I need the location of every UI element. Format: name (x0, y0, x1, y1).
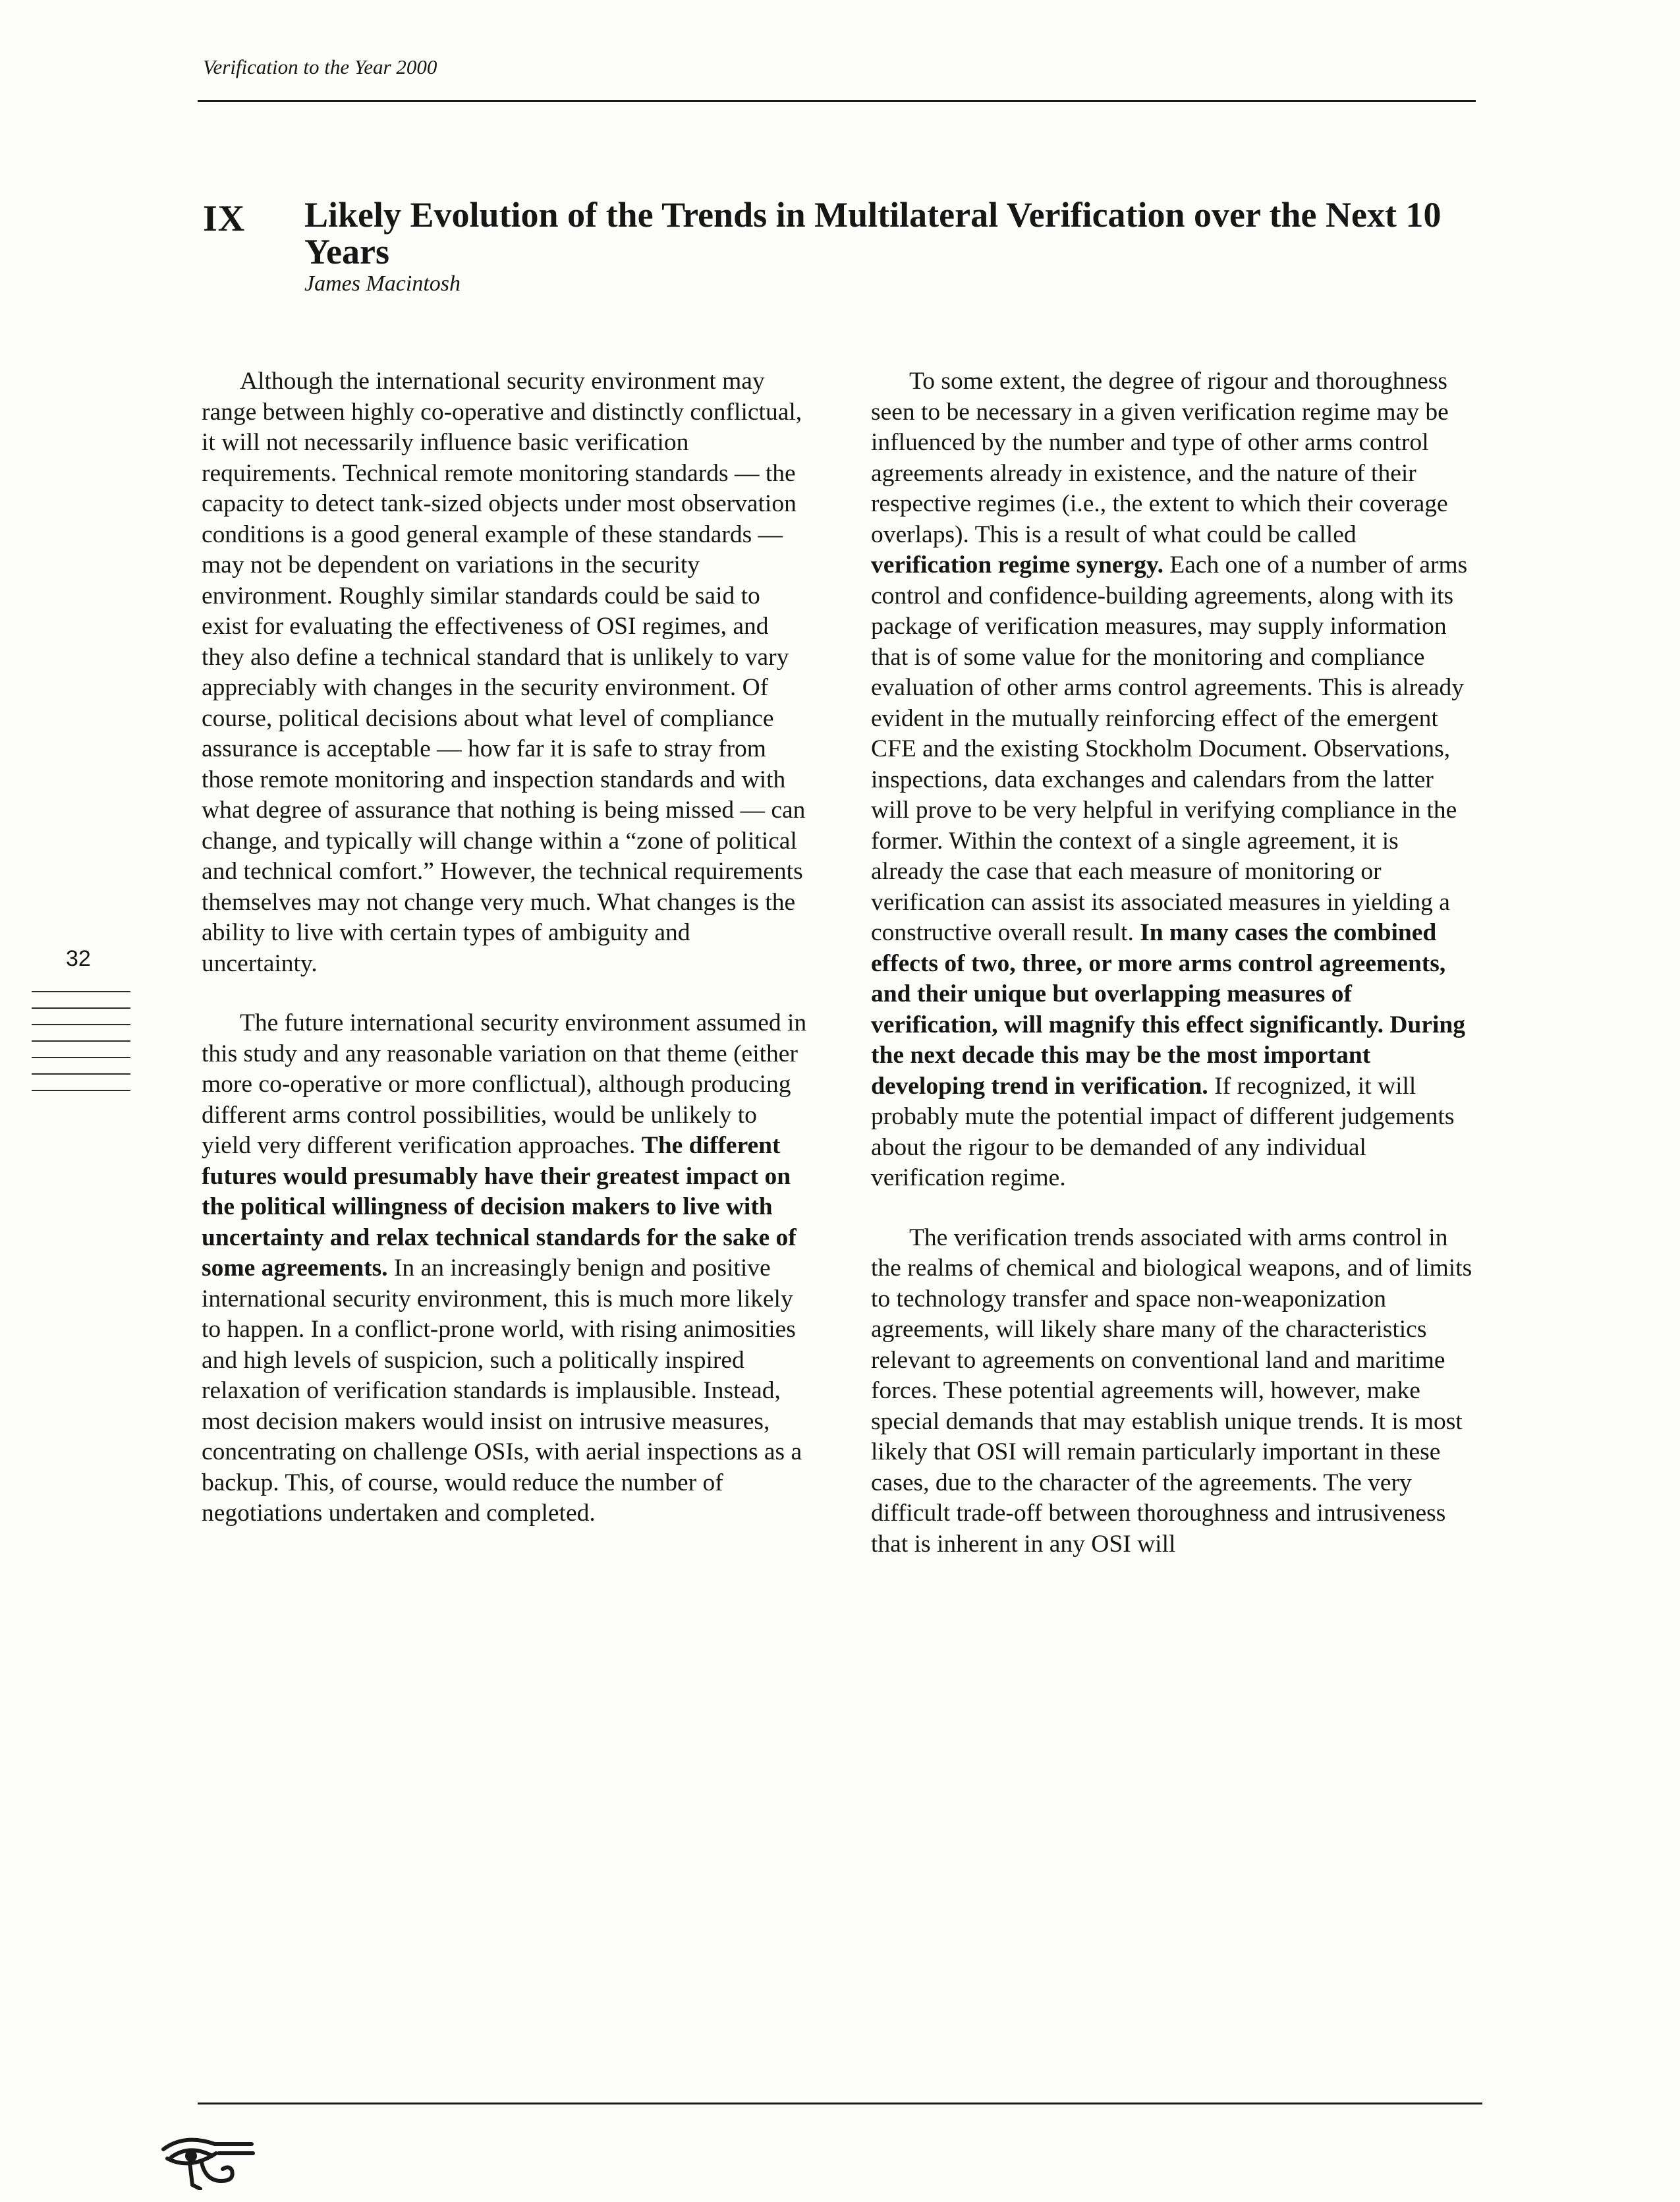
text-run: The future international security environment assumed in this study and any reasonable variation on that theme (either more co-operative or more conflictual), although producing different arms control possibilities, would be unlikely to yield very different verification approaches. (202, 1009, 807, 1159)
footer-rule (198, 2103, 1482, 2104)
eye-of-horus-icon (158, 2133, 257, 2190)
header-rule (198, 100, 1476, 102)
chapter-title: Likely Evolution of the Trends in Multilateral Verification over the Next 10 Years (304, 195, 1442, 271)
paragraph (202, 1008, 808, 1529)
paragraph (871, 366, 1477, 1194)
paragraph: Although the international security environment may range between highly co-operative and distinctly conflictual, it will not necessarily influence basic verification requirements. Technical remote monitoring standards — the capacity to detect tank-sized objects under most observation conditions is a good general example of these standards — may not be dependent on variations in the security environment. Roughly similar standards could be said to exist for evaluating the effectiveness of OSI regimes, and they also define a technical standard that is unlikely to vary appreciably with changes in the security environment. Of course, political decisions about what level of compliance assurance is acceptable — how far it is safe to stray from those remote monitoring and inspection standards and with what degree of assurance that nothing is being missed — can change, and typically will change within a “zone of political and technical comfort.” However, the technical requirements themselves may not change very much. What changes is the ability to live with certain types of ambiguity and uncertainty. (202, 368, 806, 977)
text-run: In an increasingly benign and positive international security environment, this is much more likely to happen. In a conflict-prone world, with rising animosities and high levels of suspicion, such a politically inspired relaxation of verification standards is implausible. Instead, most decision makers would insist on intrusive measures, concentrating on challenge OSIs, with aerial inspections as a backup. This, of course, would reduce the number of negotiations undertaken and completed. (202, 1255, 802, 1527)
page-number: 32 (66, 946, 91, 971)
paragraph: The verification trends associated with arms control in the realms of chemical and biological weapons, and of limits to technology transfer and space non-weaponization agreements, will likely share many of the characteristics relevant to agreements on conventional land and maritime forces. These potential agreements will, however, make special demands that may establish unique trends. It is most likely that OSI will remain particularly important in these cases, due to the character of the agreements. The very difficult trade-off between thoroughness and intrusiveness that is inherent in any OSI will (871, 1224, 1472, 1558)
text-run: To some extent, the degree of rigour and thoroughness seen to be necessary in a given verification regime may be influenced by the number and type of other arms control agreements already in existence, and the nature of their respective regimes (i.e., the extent to which their coverage overlaps). This is a result of what could be called (871, 368, 1449, 548)
running-header: Verification to the Year 2000 (203, 55, 437, 78)
left-column (202, 366, 808, 1558)
chapter-number: IX (203, 198, 246, 239)
text-run: Each one of a number of arms control and confidence-building agreements, along with its package of verification measures, may supply information that is of some value for the monitoring and compliance evaluation of other arms control agreements. This is already evident in the mutually reinforcing effect of the emergent CFE and the existing Stockholm Document. Observations, inspections, data exchanges and calendars from the latter will prove to be very helpful in verifying compliance in the former. Within the context of a single agreement, it is already the case that each measure of monitoring or verification can assist its associated measures in yielding a constructive overall result. (871, 551, 1468, 946)
chapter-author: James Macintosh (304, 271, 461, 296)
emphasis-text: The different futures would presumably have their greatest impact on the political willingness of decision makers to live with uncertainty and relax technical standards for the sake of some agreements. (202, 1132, 797, 1282)
text-run: If recognized, it will probably mute the potential impact of different judgements about the rigour to be demanded of any individual verification regime. (871, 1072, 1455, 1191)
chapter-heading (304, 196, 1464, 296)
margin-rule-lines (32, 991, 130, 1106)
emphasis-text: In many cases the combined effects of two, three, or more arms control agreements, and their unique but overlapping measures of verification, will magnify this effect significantly. During the next decade this may be the most important developing trend in verification. (871, 919, 1465, 1100)
emphasis-text: verification regime synergy. (871, 551, 1163, 579)
right-column (871, 366, 1477, 1589)
